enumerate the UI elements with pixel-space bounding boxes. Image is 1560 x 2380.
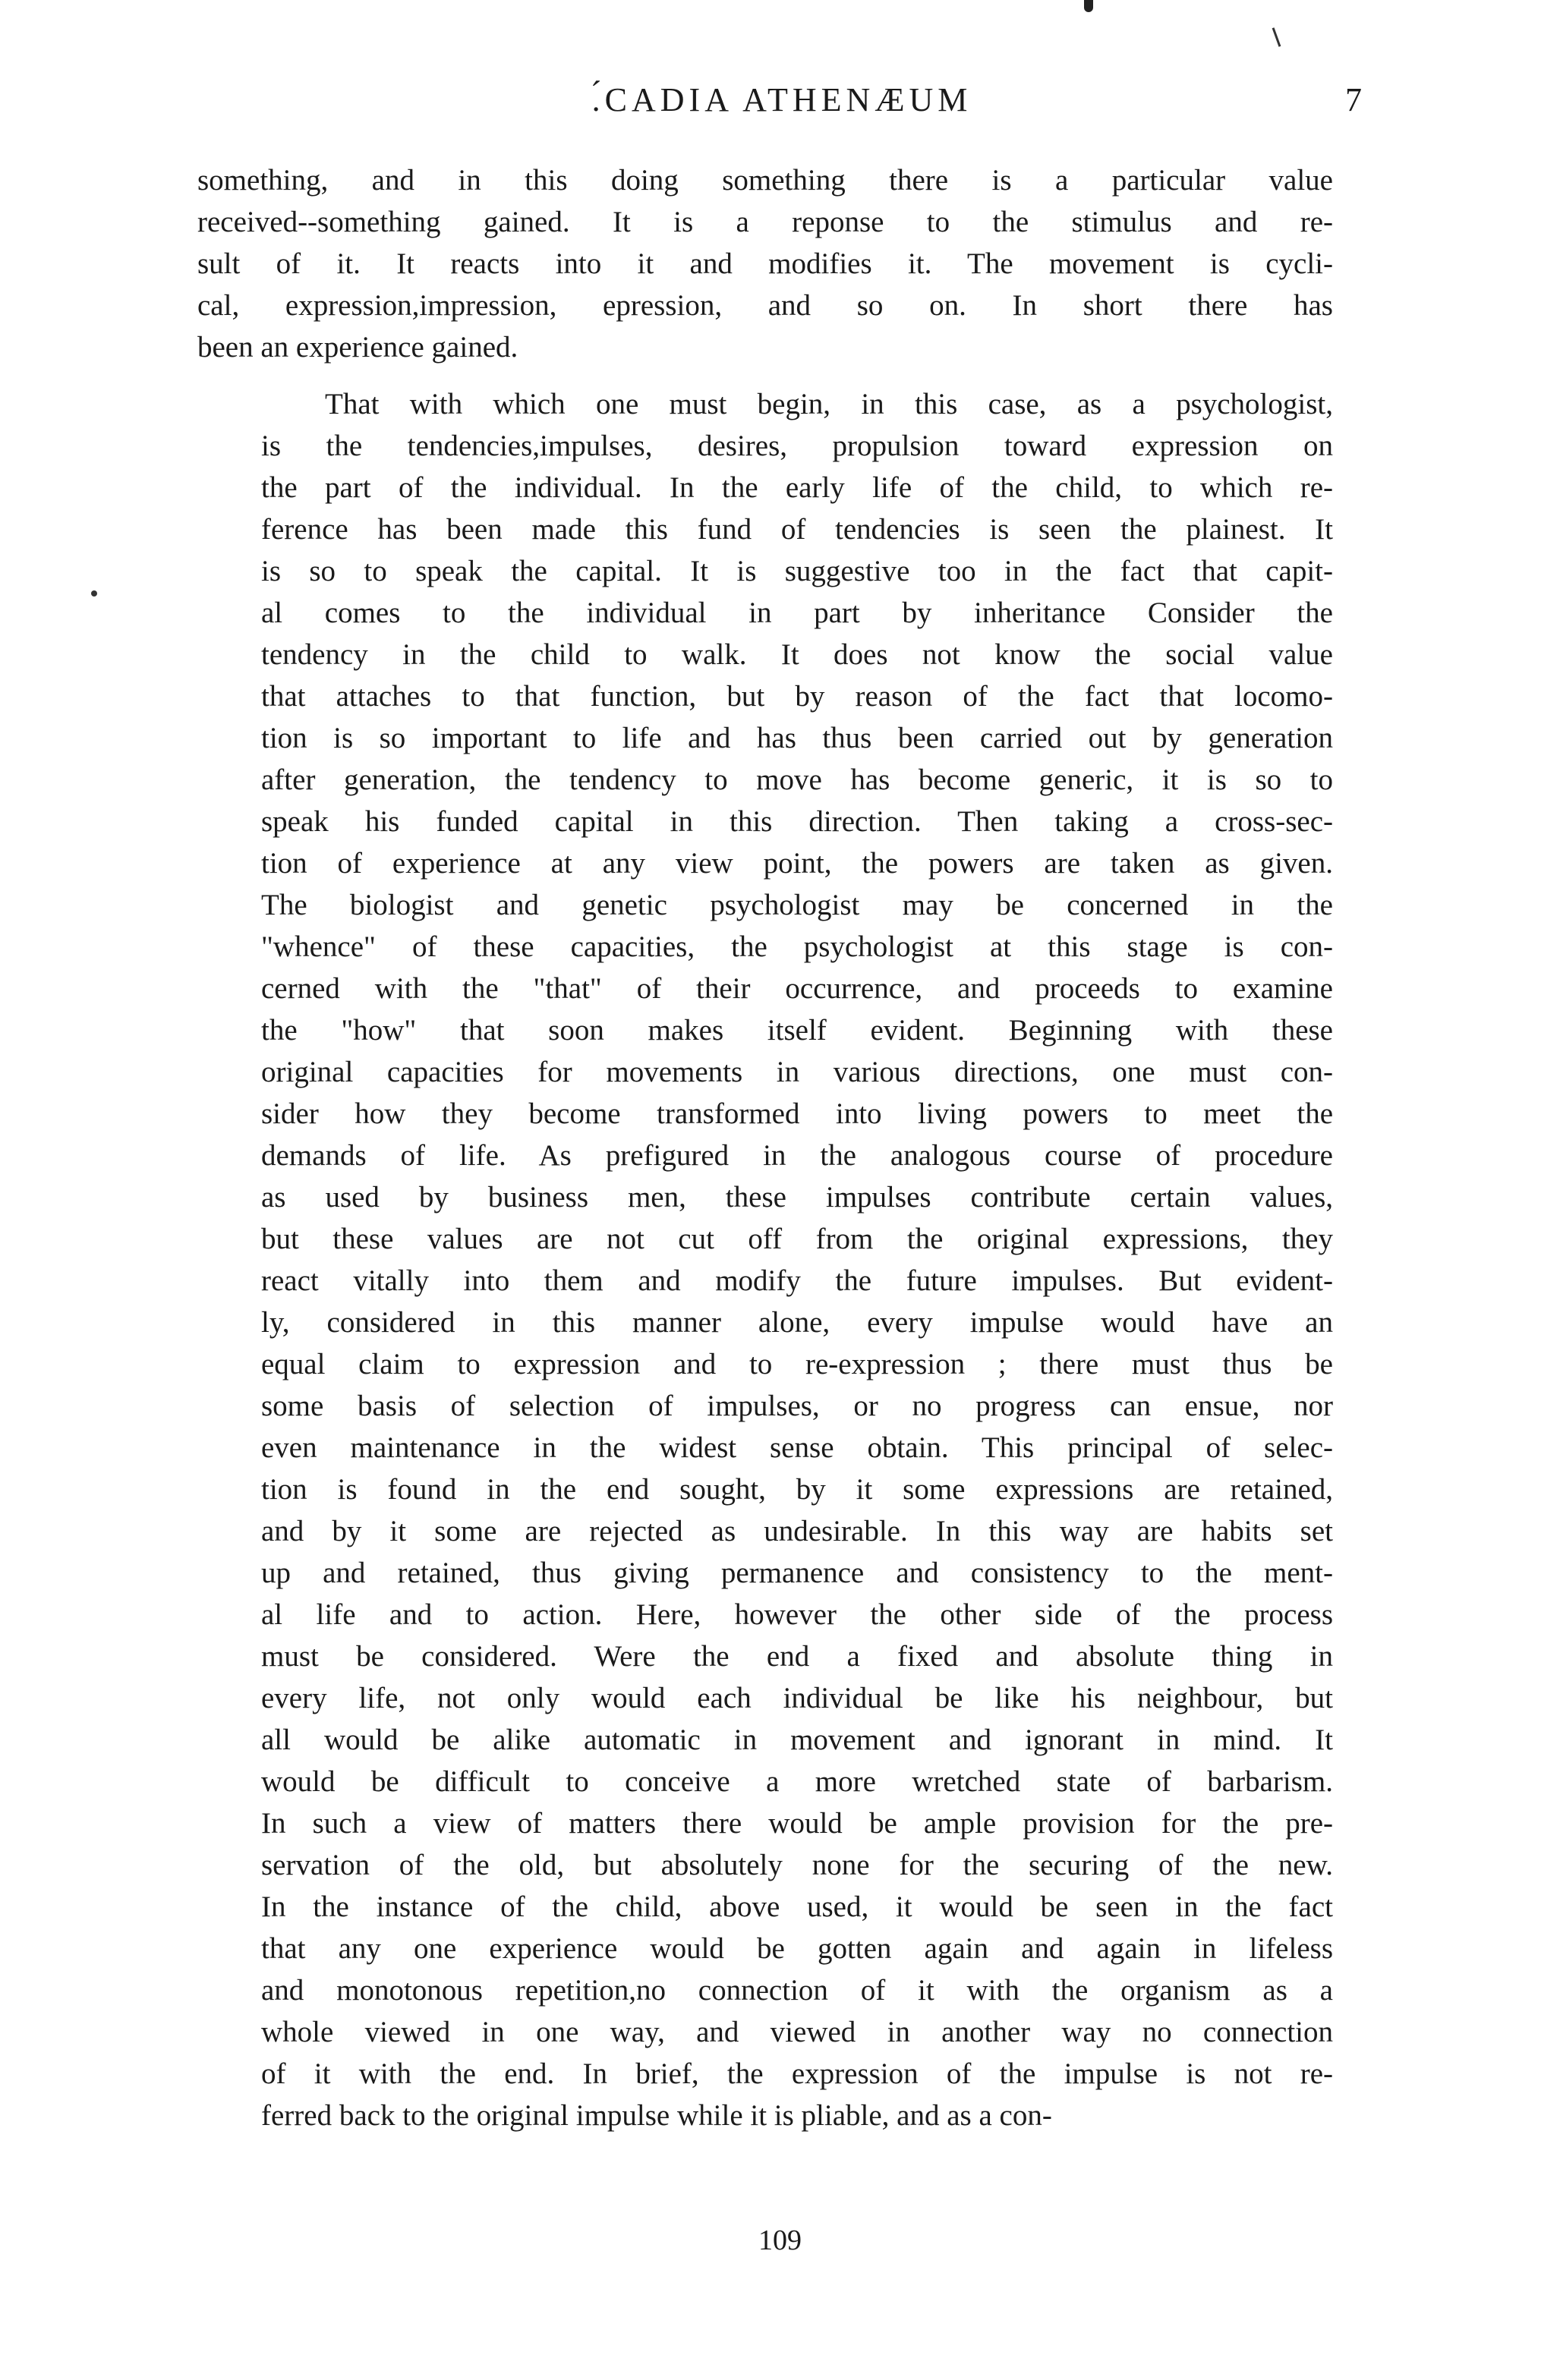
ink-mark [1084, 0, 1093, 12]
text-line: up and retained, thus giving permanence and consistency to the ment- [261, 1557, 1333, 1589]
text-line: whole viewed in one way, and viewed in another way no connection [261, 2016, 1333, 2048]
text-line: is so to speak the capital. It is suggestive too in the fact that capit- [261, 555, 1333, 587]
text-line: react vitally into them and modify the future impulses. But evident- [261, 1264, 1333, 1297]
text-line: demands of life. As prefigured in the analogous course of procedure [261, 1139, 1333, 1172]
page-number: 7 [1345, 81, 1366, 118]
text-line: the "how" that soon makes itself evident. Beginning with these [261, 1014, 1333, 1047]
text-line: The biologist and genetic psychologist may be concerned in the [261, 889, 1333, 921]
text-line: sult of it. It reacts into it and modifies it. The movement is cycli- [197, 247, 1333, 280]
text-line: and by it some are rejected as undesirable. In this way are habits set [261, 1515, 1333, 1547]
text-line: that attaches to that function, but by reason of the fact that locomo- [261, 680, 1333, 713]
text-line: cerned with the "that" of their occurrence, and proceeds to examine [261, 972, 1333, 1005]
text-line: "whence" of these capacities, the psychologist at this stage is con- [261, 930, 1333, 963]
text-line: but these values are not cut off from the original expressions, they [261, 1223, 1333, 1255]
text-line: even maintenance in the widest sense obtain. This principal of selec- [261, 1431, 1333, 1464]
paragraph [197, 383, 1333, 2136]
text-line: tendency in the child to walk. It does not know the social value [261, 638, 1333, 671]
text-line: and monotonous repetition,no connection of it with the organism as a [261, 1974, 1333, 2007]
text-line: sider how they become transformed into living powers to meet the [261, 1097, 1333, 1130]
text-line: the part of the individual. In the early life of the child, to which re- [261, 471, 1333, 504]
margin-mark [91, 590, 97, 597]
text-line: of it with the end. In brief, the expression of the impulse is not re- [261, 2057, 1333, 2090]
text-line: something, and in this doing something there is a particular value [197, 164, 1333, 197]
body-text [197, 159, 1333, 2136]
text-line: would be difficult to conceive a more wretched state of barbarism. [261, 1765, 1333, 1798]
text-line: al comes to the individual in part by inheritance Consider the [261, 597, 1333, 629]
text-line: servation of the old, but absolutely none for the securing of the new. [261, 1849, 1333, 1881]
text-line: equal claim to expression and to re-expression ; there must thus be [261, 1348, 1333, 1380]
text-line: ly, considered in this manner alone, every impulse would have an [261, 1306, 1333, 1339]
ink-mark [1272, 27, 1281, 46]
text-line: some basis of selection of impulses, or no progress can ensue, nor [261, 1390, 1333, 1422]
paragraph [197, 159, 1333, 368]
text-line: That with which one must begin, in this case, as a psychologist, [325, 388, 1333, 420]
text-line: is the tendencies,impulses, desires, propulsion toward expression on [261, 430, 1333, 462]
text-line: al life and to action. Here, however the other side of the process [261, 1598, 1333, 1631]
text-line: that any one experience would be gotten again and again in lifeless [261, 1932, 1333, 1965]
text-line: every life, not only would each individual be like his neighbour, but [261, 1682, 1333, 1714]
footer-folio: 109 [758, 2224, 802, 2256]
text-line: In such a view of matters there would be ample provision for the pre- [261, 1807, 1333, 1840]
text-line: tion of experience at any view point, the powers are taken as given. [261, 847, 1333, 880]
text-line: after generation, the tendency to move has become generic, it is so to [261, 763, 1333, 796]
text-line: In the instance of the child, above used, it would be seen in the fact [261, 1890, 1333, 1923]
text-line: tion is so important to life and has thus been carried out by generation [261, 722, 1333, 754]
text-line: original capacities for movements in various directions, one must con- [261, 1056, 1333, 1088]
text-line: received--something gained. It is a reponse to the stimulus and re- [197, 206, 1333, 238]
text-line: cal, expression,impression, epression, and so on. In short there has [197, 289, 1333, 322]
text-line: must be considered. Were the end a fixed and absolute thing in [261, 1640, 1333, 1673]
text-line: as used by business men, these impulses contribute certain values, [261, 1181, 1333, 1214]
text-line: tion is found in the end sought, by it some expressions are retained, [261, 1473, 1333, 1506]
running-title: .́CADIA ATHENÆUM [591, 81, 972, 118]
text-line: ferred back to the original impulse while it is pliable, and as a con- [261, 2099, 1052, 2132]
text-line: been an experience gained. [197, 331, 518, 364]
text-line: speak his funded capital in this direction. Then taking a cross-sec- [261, 805, 1333, 838]
text-line: all would be alike automatic in movement and ignorant in mind. It [261, 1724, 1333, 1756]
text-line: ference has been made this fund of tendencies is seen the plainest. It [261, 513, 1333, 546]
